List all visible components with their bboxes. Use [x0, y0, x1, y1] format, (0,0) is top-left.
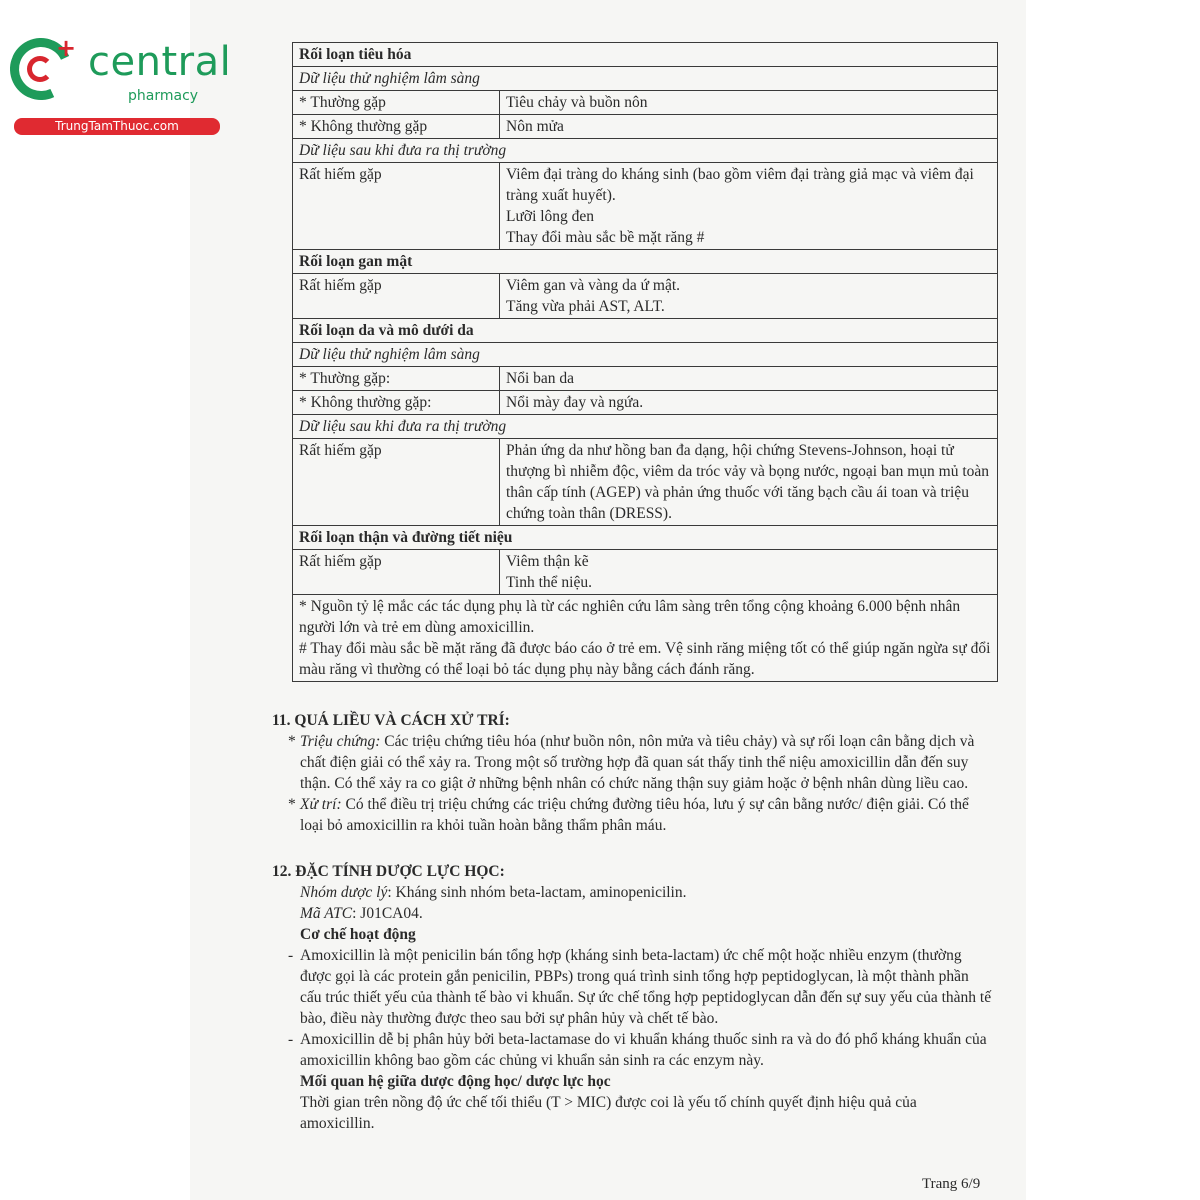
table-row: [293, 274, 998, 319]
central-pharmacy-logo[interactable]: [10, 34, 232, 138]
section-pharmacodynamics: [272, 861, 992, 1134]
effect-line: Lưỡi lông đen: [506, 208, 595, 225]
table-row: [293, 391, 998, 415]
subheading: Cơ chế hoạt động: [300, 926, 416, 943]
table-group-header: Rối loạn gan mật: [293, 250, 998, 274]
table-group-header: Rối loạn da và mô dưới da: [293, 319, 998, 343]
frequency-cell: Rất hiếm gặp: [293, 274, 500, 319]
subheading: Mối quan hệ giữa dược động học/ dược lực học: [300, 1073, 611, 1090]
table-row: [293, 550, 998, 595]
effect-cell: [500, 274, 998, 319]
atc-text: : J01CA04.: [352, 905, 423, 922]
effect-line: Viêm thận kẽ: [506, 553, 589, 570]
effect-cell: Nổi ban da: [500, 367, 998, 391]
effect-cell: Phản ứng da như hồng ban đa dạng, hội chứng Stevens-Johnson, hoại tử thượng bì nhiễm độc, viêm da tróc vảy và bọng nước, ngoại ban mụn mủ toàn thân cấp tính (AGEP) và phản ứng thuốc với tăng bạch cầu ái toan và triệu chứng toàn thân (DRESS).: [500, 439, 998, 526]
frequency-cell: * Không thường gặp:: [293, 391, 500, 415]
frequency-cell: Rất hiếm gặp: [293, 163, 500, 250]
frequency-cell: * Thường gặp:: [293, 367, 500, 391]
paragraph: Thời gian trên nồng độ ức chế tối thiểu (T > MIC) được coi là yếu tố chính quyết định hiệu quả của amoxicillin.: [300, 1094, 917, 1132]
effect-cell: Nôn mửa: [500, 115, 998, 139]
effect-cell: [500, 163, 998, 250]
table-footnotes: [293, 595, 998, 682]
item-text: Các triệu chứng tiêu hóa (như buồn nôn, nôn mửa và tiêu chảy) và sự rối loạn cân bằng dịch và chất điện giải có thể xảy ra. Trong một số trường hợp đã quan sát thấy tinh thể niệu amoxicillin dẫn đến suy thận. Có thể xảy ra co giật ở những bệnh nhân có chức năng thận suy giảm hoặc ở bệnh nhân dùng liều cao.: [300, 733, 975, 792]
section-title: 12. ĐẶC TÍNH DƯỢC LỰC HỌC:: [272, 863, 505, 880]
effect-line: Thay đổi màu sắc bề mặt răng #: [506, 229, 705, 246]
item-text: Có thể điều trị triệu chứng các triệu chứng đường tiêu hóa, lưu ý sự cân bằng nước/ điện giải. Có thể loại bỏ amoxicillin ra khỏi tuần hoàn bằng thẩm phân máu.: [300, 796, 969, 834]
footnote: # Thay đổi màu sắc bề mặt răng đã được báo cáo ở trẻ em. Vệ sinh răng miệng tốt có thể giúp ngăn ngừa sự đổi màu răng vì thường có thể loại bỏ tác dụng phụ này bằng cách đánh răng.: [299, 640, 991, 678]
effect-cell: Tiêu chảy và buồn nôn: [500, 91, 998, 115]
logo-plus-icon: +: [56, 34, 77, 62]
brand-name: central: [88, 39, 232, 85]
item-text: Amoxicillin dễ bị phân hủy bởi beta-lactamase do vi khuẩn kháng thuốc sinh ra và do đó phổ kháng khuẩn của amoxicillin không bao gồm các chủng vi khuẩn sản sinh ra các enzym này.: [300, 1031, 987, 1069]
item-label: Triệu chứng:: [300, 733, 381, 750]
table-subheader: Dữ liệu thử nghiệm lâm sàng: [293, 343, 998, 367]
adverse-effects-table: [292, 42, 998, 682]
table-row: [293, 91, 998, 115]
section-overdose: [272, 710, 992, 836]
group-label: Nhóm dược lý: [300, 884, 388, 901]
brand-site: TrungTamThuoc.com: [14, 118, 220, 135]
table-row: [293, 367, 998, 391]
list-item: [272, 945, 992, 1029]
dash-mark: -: [288, 1031, 294, 1048]
item-label: Xử trí:: [300, 796, 342, 813]
logo-dot-icon: [27, 56, 53, 82]
list-item: [272, 794, 992, 836]
effect-cell: [500, 550, 998, 595]
effect-line: Viêm đại tràng do kháng sinh (bao gồm viêm đại tràng giả mạc và viêm đại tràng xuất huyết).: [506, 166, 974, 204]
atc-code: [272, 903, 992, 924]
table-row: [293, 163, 998, 250]
frequency-cell: * Thường gặp: [293, 91, 500, 115]
bullet-mark: *: [288, 796, 296, 813]
pharmacologic-group: [272, 882, 992, 903]
frequency-cell: * Không thường gặp: [293, 115, 500, 139]
item-text: Amoxicillin là một penicilin bán tổng hợp (kháng sinh beta-lactam) ức chế một hoặc nhiều enzym (thường được gọi là các protein gắn penicilin, PBPs) trong quá trình sinh tổng hợp peptidoglycan, là một thành phần cấu trúc thiết yếu của thành tế bào vi khuẩn. Sự ức chế tổng hợp peptidoglycan dẫn đến sự suy yếu của thành tế bào, điều này thường được theo sau bởi sự phân hủy và chết tế bào.: [300, 947, 992, 1027]
section-title: 11. QUÁ LIỀU VÀ CÁCH XỬ TRÍ:: [272, 712, 510, 729]
table-subheader: Dữ liệu sau khi đưa ra thị trường: [293, 415, 998, 439]
table-row: [293, 115, 998, 139]
brand-sub: pharmacy: [128, 88, 199, 104]
effect-line: Tăng vừa phải AST, ALT.: [506, 298, 665, 315]
footnote: * Nguồn tỷ lệ mắc các tác dụng phụ là từ các nghiên cứu lâm sàng trên tổng cộng khoảng 6.000 bệnh nhân người lớn và trẻ em dùng amoxicillin.: [299, 598, 961, 636]
effect-line: Viêm gan và vàng da ứ mật.: [506, 277, 681, 294]
frequency-cell: Rất hiếm gặp: [293, 550, 500, 595]
dash-mark: -: [288, 947, 294, 964]
frequency-cell: Rất hiếm gặp: [293, 439, 500, 526]
table-group-header: Rối loạn thận và đường tiết niệu: [293, 526, 998, 550]
table-subheader: Dữ liệu sau khi đưa ra thị trường: [293, 139, 998, 163]
atc-label: Mã ATC: [300, 905, 353, 922]
table-row: [293, 439, 998, 526]
table-subheader: Dữ liệu thử nghiệm lâm sàng: [293, 67, 998, 91]
table-group-header: Rối loạn tiêu hóa: [293, 43, 998, 67]
group-text: : Kháng sinh nhóm beta-lactam, aminopenicilin.: [387, 884, 687, 901]
effect-line: Tinh thể niệu.: [506, 574, 592, 591]
bullet-mark: *: [288, 733, 296, 750]
effect-cell: Nổi mày đay và ngứa.: [500, 391, 998, 415]
list-item: [272, 731, 992, 794]
list-item: [272, 1029, 992, 1071]
page-number: Trang 6/9: [922, 1176, 981, 1192]
